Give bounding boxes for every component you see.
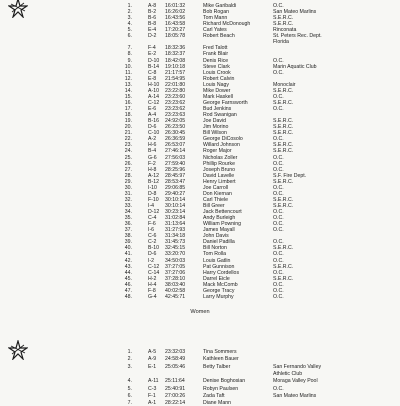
division: D-6 bbox=[148, 251, 157, 258]
club-name: S.E.R.C. bbox=[273, 263, 294, 270]
swimmer-name: Nicholas Zoller bbox=[203, 154, 238, 161]
swimmer-name: Mark Haskell bbox=[203, 93, 233, 100]
finish-time: 22:01:80 bbox=[165, 81, 186, 88]
club-name: O.C. bbox=[273, 209, 284, 216]
finish-time: 38:03:40 bbox=[165, 281, 186, 288]
division: H-10 bbox=[148, 81, 160, 88]
finish-time: 27:46:14 bbox=[165, 148, 186, 155]
club-name: San Mateo Marlins bbox=[273, 392, 317, 399]
swimmer-name: Bob Rogan bbox=[203, 9, 229, 16]
place-number: 3. bbox=[127, 363, 132, 370]
swimmer-name: Carl Thiele bbox=[203, 196, 228, 203]
club-name: O.C. bbox=[273, 136, 284, 143]
place-number: 24. bbox=[124, 148, 132, 155]
place-number: 8. bbox=[127, 51, 132, 58]
finish-time: 18:42:08 bbox=[165, 57, 186, 64]
place-number: 44. bbox=[124, 269, 132, 276]
result-row bbox=[0, 400, 400, 406]
club-name: S.E.R.C. bbox=[273, 118, 294, 125]
club-name: Florida bbox=[273, 39, 289, 46]
swimmer-name: Henry Limbert bbox=[203, 178, 236, 185]
swimmer-name: James Mayall bbox=[203, 227, 235, 234]
division: A-14 bbox=[148, 93, 159, 100]
swimmer-name: Fred Talott bbox=[203, 45, 228, 52]
finish-time: 33:20:70 bbox=[165, 251, 186, 258]
division: H-4 bbox=[148, 281, 157, 288]
finish-time: 23:23:63 bbox=[165, 112, 186, 119]
division: G-6 bbox=[148, 154, 157, 161]
place-number: 1. bbox=[127, 3, 132, 9]
division: E-6 bbox=[148, 106, 157, 113]
division: I-10 bbox=[148, 184, 157, 191]
swimmer-name: Joe David bbox=[203, 118, 227, 125]
swimmer-name: Frank Blair bbox=[203, 51, 229, 58]
club-name: O.C. bbox=[273, 293, 284, 300]
club-name: O.C. bbox=[273, 281, 284, 288]
finish-time: 18:05:78 bbox=[165, 33, 186, 40]
swimmer-name: Robert Beach bbox=[203, 33, 235, 40]
club-name: S.E.R.C. bbox=[273, 148, 294, 155]
place-number: 9. bbox=[127, 57, 132, 64]
finish-time: 27:56:03 bbox=[165, 154, 186, 161]
place-number: 11. bbox=[125, 69, 132, 76]
place-number: 39. bbox=[124, 239, 132, 246]
swimmer-name: Jim Morino bbox=[203, 124, 229, 131]
club-name: S.E.R.C. bbox=[273, 202, 294, 209]
swimmer-name: Bud Jenkins bbox=[203, 106, 232, 113]
result-row bbox=[0, 364, 400, 370]
place-number: 6. bbox=[127, 392, 132, 399]
finish-time: 31:34:18 bbox=[165, 233, 186, 240]
place-number: 5. bbox=[127, 27, 132, 34]
club-name: O.C. bbox=[273, 69, 284, 76]
finish-time: 30:23:14 bbox=[165, 209, 186, 216]
division: B-10 bbox=[148, 245, 159, 252]
club-name: St. Peters Rec. Dept. bbox=[273, 33, 322, 40]
place-number: 31. bbox=[124, 190, 132, 197]
division: G-4 bbox=[148, 293, 157, 300]
finish-time: 23:23:60 bbox=[165, 93, 186, 100]
club-name: Moraga Valley Pool bbox=[273, 378, 318, 385]
finish-time: 23:23:62 bbox=[165, 106, 186, 113]
swimmer-name: Denise Boghosian bbox=[203, 378, 246, 385]
club-name: O.C. bbox=[273, 57, 284, 64]
place-number: 14. bbox=[124, 87, 132, 94]
finish-time: 26:53:07 bbox=[165, 142, 186, 149]
club-name: O.C. bbox=[273, 160, 284, 167]
finish-time: 16:01:32 bbox=[165, 3, 186, 9]
division: C-4 bbox=[148, 215, 157, 222]
swimmer-name: John Davis bbox=[203, 233, 229, 240]
result-row bbox=[0, 378, 400, 384]
finish-time: 37:27:06 bbox=[165, 269, 186, 276]
swimmer-name: Betty Talber bbox=[203, 363, 231, 370]
place-number: 16. bbox=[124, 99, 132, 106]
swimmer-name: Joseph Bruno bbox=[203, 166, 236, 173]
division: B-14 bbox=[148, 63, 159, 70]
swimmer-name: Bill Norton bbox=[203, 245, 227, 252]
swimmer-name: Don Kiernan bbox=[203, 190, 232, 197]
club-name: S.E.R.C. bbox=[273, 275, 294, 282]
place-number: 43. bbox=[124, 263, 132, 270]
finish-time: 16:43:56 bbox=[165, 15, 186, 22]
division: A-9 bbox=[148, 356, 157, 363]
place-number: 38. bbox=[124, 233, 132, 240]
club-name: O.C. bbox=[273, 257, 284, 264]
place-number: 1. bbox=[127, 349, 132, 355]
place-number: 33. bbox=[124, 202, 132, 209]
division: D-8 bbox=[148, 190, 157, 197]
club-name: O.C. bbox=[273, 221, 284, 228]
place-number: 29. bbox=[124, 178, 132, 185]
club-name: O.C. bbox=[273, 184, 284, 191]
place-number: 13. bbox=[124, 81, 132, 88]
division: F-8 bbox=[148, 287, 156, 294]
place-number: 6. bbox=[127, 33, 132, 40]
finish-time: 24:58:49 bbox=[165, 356, 186, 363]
club-name: S.E.R.C. bbox=[273, 196, 294, 203]
swimmer-name: Joe Carroll bbox=[203, 184, 229, 191]
place-number: 5. bbox=[127, 385, 132, 392]
division: D-10 bbox=[148, 57, 160, 64]
finish-time: 21:54:95 bbox=[165, 75, 186, 82]
place-number: 45. bbox=[124, 275, 132, 282]
finish-time: 18:32:37 bbox=[165, 51, 186, 58]
division: A-11 bbox=[148, 378, 159, 385]
place-number: 37. bbox=[124, 227, 132, 234]
club-name: O.C. bbox=[273, 251, 284, 258]
swimmer-name: Pat Gunnison bbox=[203, 263, 235, 270]
finish-time: 25:05:46 bbox=[165, 363, 186, 370]
place-number: 36. bbox=[124, 221, 132, 228]
division: D-6 bbox=[148, 124, 157, 131]
division: I-4 bbox=[148, 202, 155, 209]
swimmer-name: Rod Swanigan bbox=[203, 112, 237, 119]
division: F-4 bbox=[148, 45, 156, 52]
swimmer-name: Harry Cordellos bbox=[203, 269, 240, 276]
finish-time: 27:59:40 bbox=[165, 160, 186, 167]
place-number: 2. bbox=[127, 356, 132, 363]
place-number: 46. bbox=[124, 281, 132, 288]
club-name: O.C. bbox=[273, 93, 284, 100]
place-number: 25. bbox=[124, 154, 132, 161]
result-row bbox=[0, 294, 400, 300]
division: D-2 bbox=[148, 33, 157, 40]
finish-time: 31:13:64 bbox=[165, 221, 186, 228]
finish-time: 25:40:91 bbox=[165, 385, 186, 392]
finish-time: 26:36:59 bbox=[165, 136, 186, 143]
division: B-4 bbox=[148, 148, 157, 155]
finish-time: 29:06:85 bbox=[165, 184, 186, 191]
finish-time: 28:53:47 bbox=[165, 178, 186, 185]
place-number: 22. bbox=[124, 136, 132, 143]
finish-time: 18:32:36 bbox=[165, 45, 186, 52]
club-name: O.C. bbox=[273, 106, 284, 113]
club-name: Athletic Club bbox=[273, 370, 303, 377]
swimmer-name: Louis Crook bbox=[203, 69, 231, 76]
swimmer-name: Louis Nagy bbox=[203, 81, 229, 88]
division: F-10 bbox=[148, 196, 159, 203]
division: C-8 bbox=[148, 69, 157, 76]
place-number: 30. bbox=[124, 184, 132, 191]
club-name: O.C. bbox=[273, 154, 284, 161]
finish-time: 19:10:18 bbox=[165, 63, 186, 70]
place-number: 32. bbox=[124, 196, 132, 203]
place-number: 20. bbox=[124, 124, 132, 131]
division: H-8 bbox=[148, 166, 157, 173]
finish-time: 23:22:80 bbox=[165, 87, 186, 94]
finish-time: 16:43:58 bbox=[165, 21, 186, 28]
division: A-10 bbox=[148, 87, 159, 94]
swimmer-name: David Lavelle bbox=[203, 172, 235, 179]
place-number: 23. bbox=[124, 142, 132, 149]
place-number: 35. bbox=[124, 215, 132, 222]
swimmer-name: Bill Greer bbox=[203, 202, 225, 209]
swimmer-name: George Farnsworth bbox=[203, 99, 248, 106]
finish-time: 28:45:97 bbox=[165, 172, 186, 179]
division: F-6 bbox=[148, 221, 156, 228]
club-name: S.E.R.C. bbox=[273, 142, 294, 149]
finish-time: 25:11:64 bbox=[165, 378, 185, 385]
swimmer-name: Mike Dower bbox=[203, 87, 231, 94]
club-name: O.C. bbox=[273, 385, 284, 392]
division: C-10 bbox=[148, 130, 160, 137]
place-number: 40. bbox=[124, 245, 132, 252]
division: H-2 bbox=[148, 275, 157, 282]
finish-time: 30:10:14 bbox=[165, 202, 186, 209]
place-number: 7. bbox=[127, 45, 132, 52]
club-name: S.E.R.C. bbox=[273, 99, 294, 106]
finish-time: 23:32:03 bbox=[165, 349, 186, 355]
division: A-2 bbox=[148, 136, 157, 143]
swimmer-name: Tom Mann bbox=[203, 15, 228, 22]
division: H-6 bbox=[148, 142, 157, 149]
division: F-1 bbox=[148, 392, 156, 399]
swimmer-name: Roger Major bbox=[203, 148, 232, 155]
place-number: 34. bbox=[124, 209, 132, 216]
swimmer-name: George Tracy bbox=[203, 287, 235, 294]
club-name: O.C. bbox=[273, 269, 284, 276]
place-number: 19. bbox=[124, 118, 132, 125]
club-name: O.C. bbox=[273, 166, 284, 173]
division: B-16 bbox=[148, 118, 159, 125]
club-name: S.E.R.C. bbox=[273, 15, 294, 22]
women-section-title: Women bbox=[190, 309, 210, 315]
finish-time: 27:00:26 bbox=[165, 392, 186, 399]
swimmer-name: Phillip Rourke bbox=[203, 160, 236, 167]
division: C-12 bbox=[148, 99, 160, 106]
swimmer-name: Jack Bettencourt bbox=[203, 209, 242, 216]
club-name: O.C. bbox=[273, 190, 284, 197]
swimmer-name: Tom Rolla bbox=[203, 251, 227, 258]
place-number: 3. bbox=[127, 15, 132, 22]
swimmer-name: Mike Garibaldi bbox=[203, 3, 237, 9]
club-name: Rinconata bbox=[273, 27, 297, 34]
division: C-12 bbox=[148, 263, 160, 270]
swimmer-name: Robyn Paulsen bbox=[203, 385, 239, 392]
place-number: 47. bbox=[124, 287, 132, 294]
result-row bbox=[0, 356, 400, 362]
division: A-1 bbox=[148, 400, 157, 406]
club-name: O.C. bbox=[273, 3, 284, 9]
swimmer-name: Robert Calvin bbox=[203, 75, 235, 82]
division: E-4 bbox=[148, 27, 157, 34]
place-number: 4. bbox=[127, 21, 132, 28]
finish-time: 30:10:14 bbox=[165, 196, 186, 203]
swimmer-name: Louis Gatlin bbox=[203, 257, 231, 264]
club-name: S.E.R.C. bbox=[273, 87, 294, 94]
club-name: O.C. bbox=[273, 227, 284, 234]
star-icon bbox=[8, 0, 28, 18]
division: C-2 bbox=[148, 239, 157, 246]
place-number: 12. bbox=[124, 75, 132, 82]
place-number: 2. bbox=[127, 9, 132, 16]
division: A-12 bbox=[148, 172, 159, 179]
finish-time: 29:40:27 bbox=[165, 190, 186, 197]
place-number: 28. bbox=[124, 172, 132, 179]
finish-time: 21:17:57 bbox=[165, 69, 186, 76]
club-name: S.E.R.C. bbox=[273, 245, 294, 252]
club-name: O.C. bbox=[273, 239, 284, 246]
finish-time: 24:92:05 bbox=[165, 118, 186, 125]
result-row bbox=[0, 371, 400, 377]
club-name: San Mateo Marlins bbox=[273, 9, 317, 16]
division: F-2 bbox=[148, 160, 156, 167]
result-row bbox=[0, 349, 400, 355]
swimmer-name: Andy Burleigh bbox=[203, 215, 236, 222]
finish-time: 37:28:10 bbox=[165, 275, 186, 282]
place-number: 4. bbox=[127, 378, 132, 385]
place-number: 41. bbox=[124, 251, 132, 258]
finish-time: 16:26:02 bbox=[165, 9, 186, 16]
place-number: 17. bbox=[124, 106, 132, 113]
club-name: S.E.R.C. bbox=[273, 178, 294, 185]
division: D-12 bbox=[148, 209, 160, 216]
swimmer-name: George DiCosolo bbox=[203, 136, 243, 143]
finish-time: 42:45:71 bbox=[165, 293, 186, 300]
division: E-1 bbox=[148, 363, 157, 370]
division: B-2 bbox=[148, 9, 157, 16]
finish-time: 37:27:05 bbox=[165, 263, 186, 270]
place-number: 21. bbox=[124, 130, 132, 137]
club-name: O.C. bbox=[273, 215, 284, 222]
finish-time: 32:45:15 bbox=[165, 245, 186, 252]
finish-time: 23:23:62 bbox=[165, 99, 186, 106]
swimmer-name: Bill Wilson bbox=[203, 130, 227, 137]
finish-time: 31:45:73 bbox=[165, 239, 186, 246]
swimmer-name: Carl Yates bbox=[203, 27, 227, 34]
finish-time: 28:25:96 bbox=[165, 166, 186, 173]
finish-time: 40:02:58 bbox=[165, 287, 186, 294]
club-name: S.E.R.C. bbox=[273, 124, 294, 131]
club-name: O.C. bbox=[273, 287, 284, 294]
finish-time: 28:22:14 bbox=[165, 400, 186, 406]
club-name: S.F. Fire Dept. bbox=[273, 172, 307, 179]
division: C-14 bbox=[148, 269, 160, 276]
finish-time: 31:02:84 bbox=[165, 215, 186, 222]
division: B-6 bbox=[148, 15, 157, 22]
swimmer-name: Darrel Eicle bbox=[203, 275, 230, 282]
division: C-3 bbox=[148, 385, 157, 392]
swimmer-name: Daniel Padilla bbox=[203, 239, 235, 246]
finish-time: 34:50:03 bbox=[165, 257, 186, 264]
club-name: Marin Aquatic Club bbox=[273, 63, 317, 70]
place-number: 26. bbox=[124, 160, 132, 167]
division: E-2 bbox=[148, 51, 157, 58]
result-row bbox=[0, 386, 400, 392]
division: I-2 bbox=[148, 257, 155, 264]
finish-time: 26:23:50 bbox=[165, 124, 186, 131]
swimmer-name: Richard McDonough bbox=[203, 21, 251, 28]
result-row bbox=[0, 393, 400, 399]
division: A-4 bbox=[148, 112, 157, 119]
swimmer-name: Mack McComb bbox=[203, 281, 238, 288]
swimmer-name: Zada Taft bbox=[203, 392, 225, 399]
finish-time: 26:30:45 bbox=[165, 130, 186, 137]
swimmer-name: Willard Johnson bbox=[203, 142, 240, 149]
division: E-8 bbox=[148, 75, 157, 82]
swimmer-name: Diane Mann bbox=[203, 400, 231, 406]
place-number: 48. bbox=[124, 293, 132, 300]
club-name: Monoclair bbox=[273, 81, 296, 88]
swimmer-name: Larry Murphy bbox=[203, 293, 234, 300]
division: A-5 bbox=[148, 349, 157, 355]
finish-time: 31:27:93 bbox=[165, 227, 186, 234]
place-number: 15. bbox=[124, 93, 132, 100]
club-name: San Fernando Valley bbox=[273, 363, 322, 370]
finish-time: 17:20:27 bbox=[165, 27, 186, 34]
place-number: 18. bbox=[124, 112, 132, 119]
swimmer-name: William Powning bbox=[203, 221, 242, 228]
division: I-6 bbox=[148, 227, 155, 234]
place-number: 42. bbox=[124, 257, 132, 264]
place-number: 10. bbox=[124, 63, 132, 70]
swimmer-name: Tina Sommers bbox=[203, 349, 237, 355]
swimmer-name: Steve Clark bbox=[203, 63, 230, 70]
club-name: S.E.R.C. bbox=[273, 130, 294, 137]
division: A-8 bbox=[148, 3, 157, 9]
place-number: 27. bbox=[124, 166, 132, 173]
swimmer-name: Denis Rice bbox=[203, 57, 229, 64]
swimmer-name: Kathleen Bauer bbox=[203, 356, 239, 363]
division: C-6 bbox=[148, 233, 157, 240]
club-name: S.E.R.C. bbox=[273, 21, 294, 28]
division: B-12 bbox=[148, 178, 159, 185]
place-number: 7. bbox=[127, 400, 132, 406]
division: B-8 bbox=[148, 21, 157, 28]
